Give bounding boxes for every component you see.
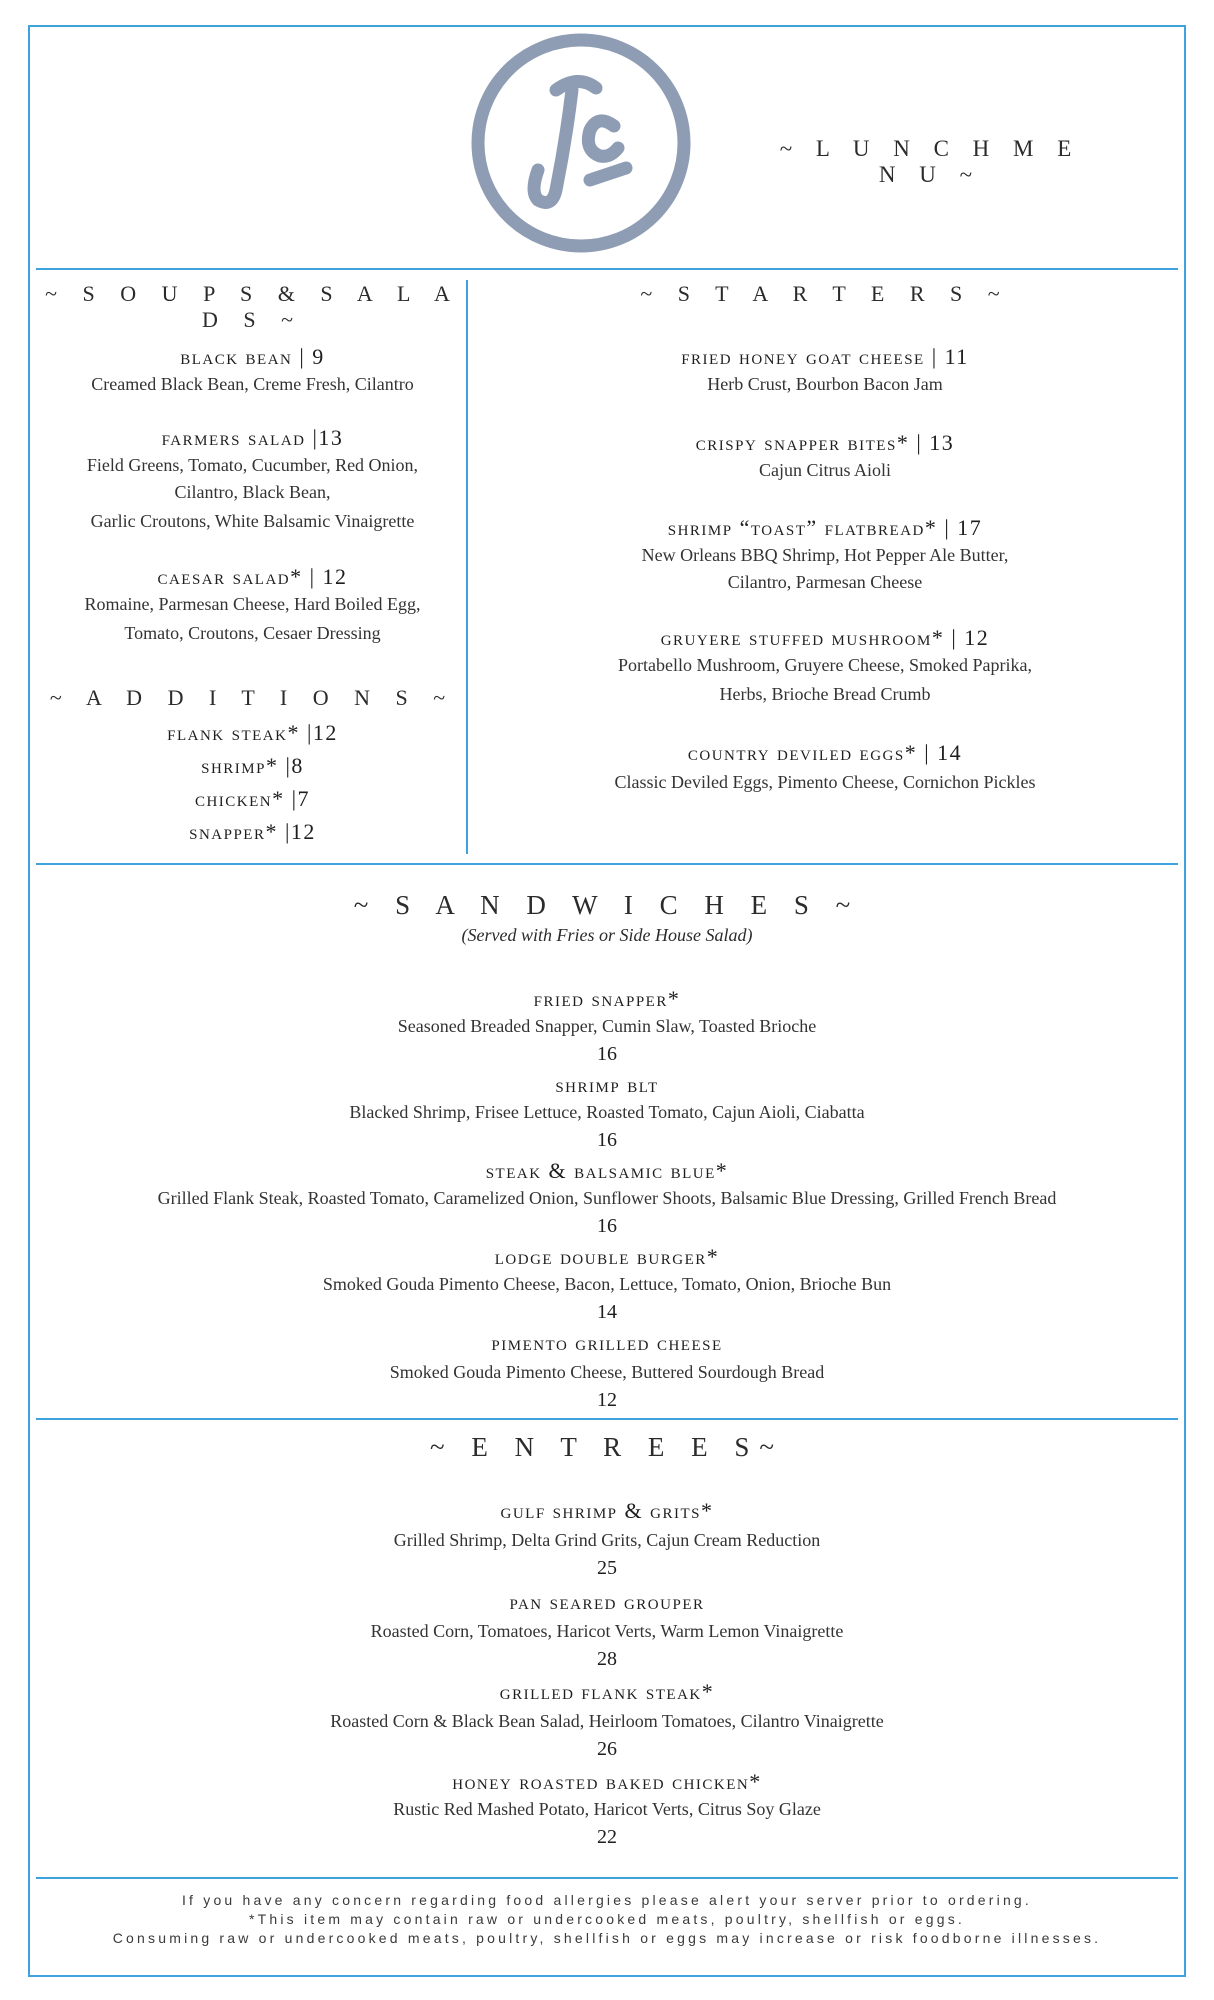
item-name: country deviled eggs* | 14: [687, 740, 963, 765]
item-description: Tomato, Croutons, Cesaer Dressing: [124, 623, 381, 643]
item-price: 12: [597, 1389, 617, 1411]
footer-line: If you have any concern regarding food allergies please alert your server prior to ordering.: [181, 1892, 1033, 1908]
item-description: Grilled Flank Steak, Roasted Tomato, Caramelized Onion, Sunflower Shoots, Balsamic Blue Dressing, Grilled French Bread: [157, 1188, 1057, 1208]
additions-list: [40, 716, 465, 848]
item-name: crispy snapper bites* | 13: [695, 430, 955, 455]
divider-footer: [36, 1877, 1178, 1879]
item-description: Rustic Red Mashed Potato, Haricot Verts, Citrus Soy Glaze: [393, 1799, 821, 1819]
item-description: Classic Deviled Eggs, Pimento Cheese, Cornichon Pickles: [614, 772, 1036, 792]
item-description: Blacked Shrimp, Frisee Lettuce, Roasted Tomato, Cajun Aioli, Ciabatta: [349, 1102, 865, 1122]
item-description: Cilantro, Parmesan Cheese: [727, 572, 923, 592]
menu-item-pan-seared-grouper: [40, 1588, 1174, 1673]
menu-item-caesar-salad: [40, 563, 465, 647]
item-name: shrimp blt: [555, 1072, 659, 1097]
item-description: Seasoned Breaded Snapper, Cumin Slaw, Toasted Brioche: [397, 1016, 817, 1036]
menu-item-gruyere-stuffed-mushroom: [470, 624, 1180, 708]
item-name: gruyere stuffed mushroom* | 12: [660, 625, 990, 650]
item-price: 22: [597, 1826, 617, 1848]
footer-line: *This item may contain raw or undercooked meats, poultry, shellfish or eggs.: [248, 1911, 966, 1927]
menu-item-steak-balsamic-blue: [40, 1157, 1174, 1240]
item-description: Grilled Shrimp, Delta Grind Grits, Cajun Cream Reduction: [393, 1530, 821, 1550]
item-name: honey roasted baked chicken*: [452, 1769, 762, 1794]
item-name: shrimp “toast” flatbread* | 17: [667, 515, 983, 540]
menu-item-country-deviled-eggs: [470, 739, 1180, 796]
item-price: 16: [597, 1215, 617, 1237]
menu-item-pimento-grilled-cheese: [40, 1329, 1174, 1414]
addition-item: snapper* |12: [189, 819, 316, 844]
divider-top: [36, 268, 1178, 270]
menu-item-gulf-shrimp-grits: [40, 1497, 1174, 1582]
item-description: Herb Crust, Bourbon Bacon Jam: [707, 374, 943, 394]
restaurant-logo: [468, 30, 694, 256]
item-name: steak & balsamic blue*: [485, 1158, 729, 1183]
menu-item-grilled-flank-steak: [40, 1678, 1174, 1763]
menu-item-shrimp-blt: [40, 1071, 1174, 1154]
menu-title: ~ L U N C H M E N U ~: [779, 136, 1081, 187]
item-name: pan seared grouper: [509, 1589, 705, 1614]
item-price: 16: [597, 1129, 617, 1151]
item-description: Portabello Mushroom, Gruyere Cheese, Smoked Paprika,: [618, 655, 1032, 675]
item-price: 16: [597, 1043, 617, 1065]
item-description: Herbs, Brioche Bread Crumb: [719, 684, 931, 704]
item-description: Roasted Corn & Black Bean Salad, Heirloom Tomatoes, Cilantro Vinaigrette: [330, 1711, 884, 1731]
item-name: farmers salad |13: [161, 425, 344, 450]
addition-item: shrimp* |8: [201, 753, 304, 778]
item-description: Smoked Gouda Pimento Cheese, Bacon, Lettuce, Tomato, Onion, Brioche Bun: [322, 1274, 892, 1294]
menu-item-fried-honey-goat-cheese: [470, 343, 1180, 398]
item-description: Roasted Corn, Tomatoes, Haricot Verts, Warm Lemon Vinaigrette: [370, 1621, 844, 1641]
addition-item: chicken* |7: [194, 786, 311, 811]
menu-item-crispy-snapper-bites: [470, 429, 1180, 484]
item-name: gulf shrimp & grits*: [500, 1498, 714, 1523]
item-name: caesar salad* | 12: [157, 564, 348, 589]
menu-item-black-bean: [40, 343, 465, 398]
item-price: 14: [597, 1301, 617, 1323]
item-description: Field Greens, Tomato, Cucumber, Red Onion,: [86, 455, 419, 475]
item-description: Cilantro, Black Bean,: [174, 482, 331, 502]
divider-entrees: [36, 1418, 1178, 1420]
footer-line: Consuming raw or undercooked meats, poultry, shellfish or eggs may increase or risk foodborne illnesses.: [112, 1930, 1102, 1946]
item-description: Smoked Gouda Pimento Cheese, Buttered Sourdough Bread: [389, 1362, 825, 1382]
starters-heading: ~ S T A R T E R S ~: [640, 281, 1010, 306]
menu-item-lodge-double-burger: [40, 1243, 1174, 1326]
item-description: Romaine, Parmesan Cheese, Hard Boiled Egg,: [84, 594, 421, 614]
sandwiches-heading: ~ S A N D W I C H E S ~: [353, 890, 861, 920]
soups-salads-heading: ~ S O U P S & S A L A D S ~: [45, 281, 460, 332]
item-name: grilled flank steak*: [499, 1679, 715, 1704]
menu-item-shrimp-toast-flatbread: [470, 514, 1180, 596]
entrees-heading: ~ E N T R E E S~: [430, 1432, 784, 1462]
item-name: pimento grilled cheese: [491, 1330, 723, 1355]
item-description: Creamed Black Bean, Creme Fresh, Cilantro: [91, 374, 414, 394]
item-name: black bean | 9: [180, 344, 325, 369]
item-name: fried snapper*: [533, 986, 681, 1011]
item-description: Cajun Citrus Aioli: [758, 460, 891, 480]
additions-heading: ~ A D D I T I O N S ~: [49, 685, 456, 710]
item-price: 26: [597, 1738, 617, 1760]
menu-item-farmers-salad: [40, 424, 465, 535]
addition-item: flank steak* |12: [167, 720, 338, 745]
divider-sandwiches: [36, 863, 1178, 865]
divider-column: [466, 280, 468, 854]
item-description: New Orleans BBQ Shrimp, Hot Pepper Ale Butter,: [641, 545, 1009, 565]
item-name: fried honey goat cheese | 11: [681, 344, 969, 369]
menu-item-honey-roasted-baked-chicken: [40, 1768, 1174, 1851]
item-name: lodge double burger*: [494, 1244, 720, 1269]
menu-item-fried-snapper: [40, 985, 1174, 1068]
allergy-notice: [40, 1891, 1174, 1948]
sandwiches-subtitle: (Served with Fries or Side House Salad): [461, 925, 753, 945]
item-price: 25: [597, 1557, 617, 1579]
item-description: Garlic Croutons, White Balsamic Vinaigrette: [90, 511, 415, 531]
item-price: 28: [597, 1648, 617, 1670]
